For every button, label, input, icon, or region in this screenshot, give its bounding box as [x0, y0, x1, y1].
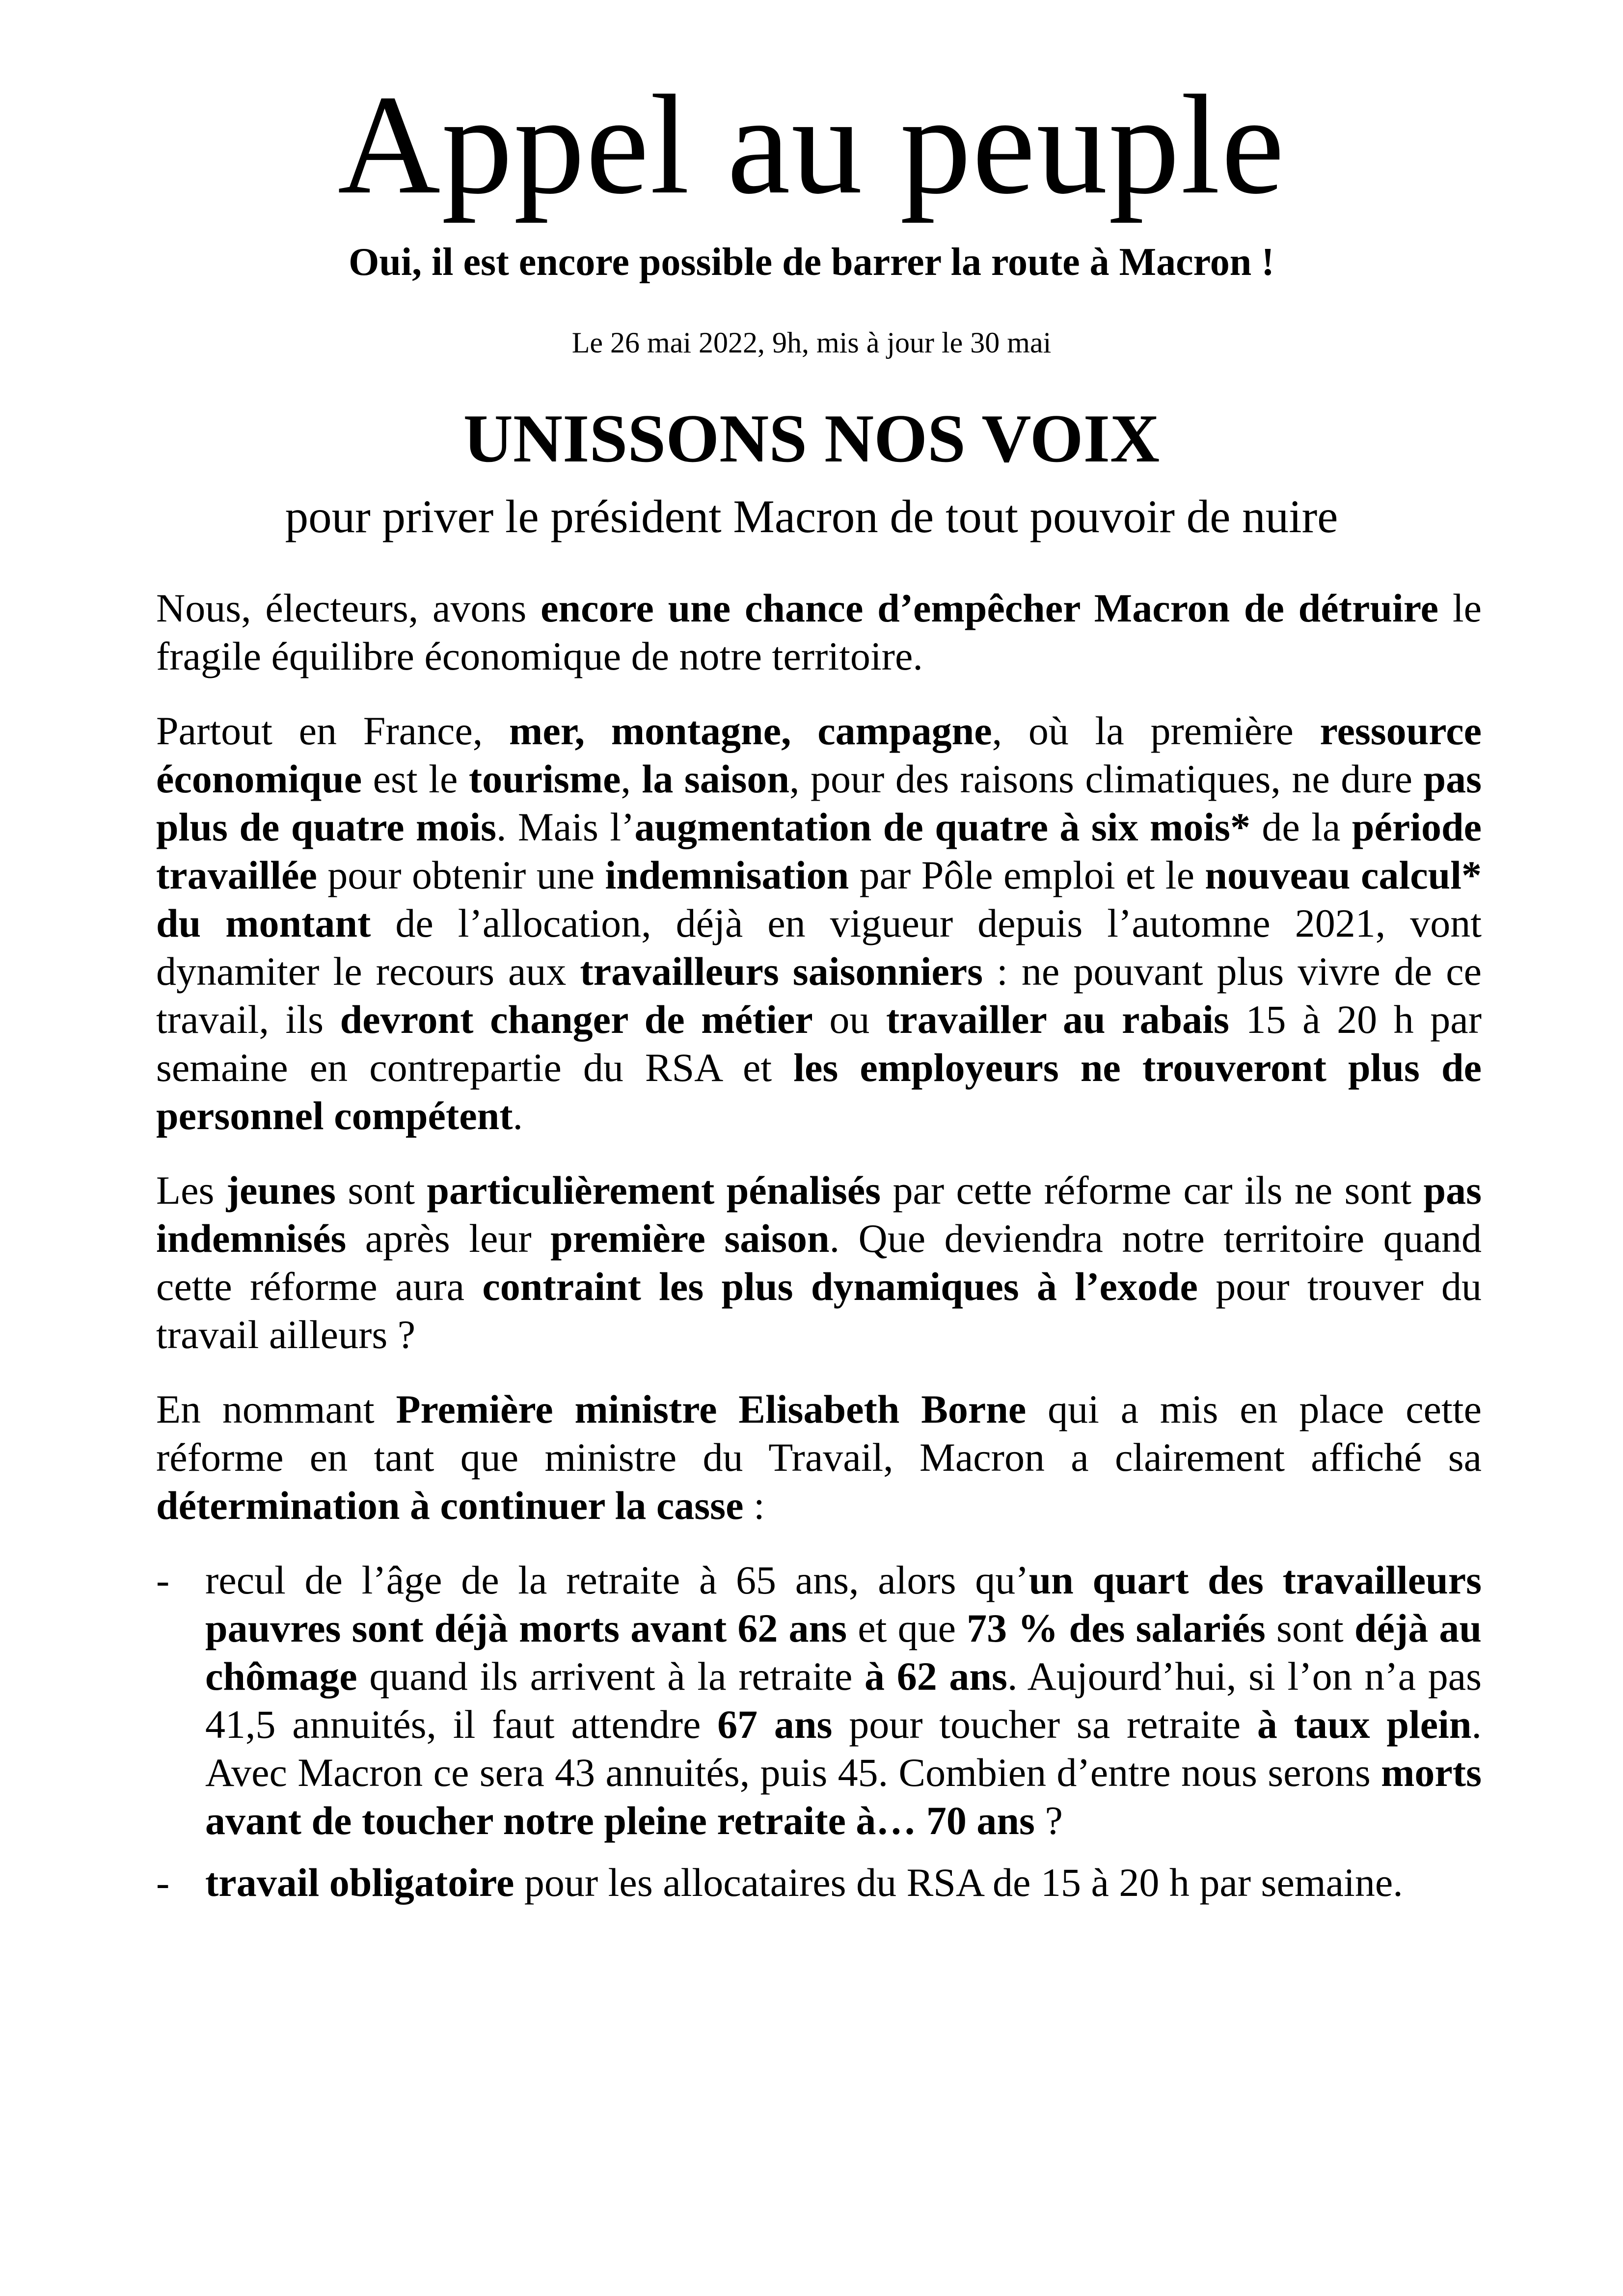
text-run: . Mais l’ [496, 805, 635, 849]
bold-text-run: particulièrement pénalisés [427, 1168, 881, 1213]
bold-text-run: 67 ans [717, 1702, 833, 1747]
bold-text-run: 73 % des salariés [967, 1606, 1266, 1650]
bold-text-run: jeunes [226, 1168, 336, 1213]
text-run: le fragile équilibre économique de notre territoire. [156, 586, 1482, 678]
text-run: Partout en France, [156, 708, 510, 753]
bold-text-run: Première ministre Elisabeth Borne [396, 1387, 1027, 1432]
dateline: Le 26 mai 2022, 9h, mis à jour le 30 mai [571, 326, 1052, 359]
text-run: quand ils arrivent à la retraite [357, 1654, 865, 1699]
text-run: pour les allocataires du RSA de 15 à 20 h par semaine. [514, 1860, 1403, 1905]
text-run: pour toucher sa retraite [832, 1702, 1257, 1747]
list-item [156, 1556, 1482, 1845]
bold-text-run: première saison [550, 1216, 830, 1261]
bold-text-run: un quart des travailleurs pauvres sont déjà morts avant 62 ans [205, 1558, 1482, 1650]
text-run: 15 à 20 h par semaine en contrepartie du RSA et [156, 997, 1482, 1090]
text-run: : [743, 1483, 765, 1528]
text-run: . Avec Macron ce sera 43 annuités, puis 45. Combien d’entre nous serons [205, 1702, 1482, 1795]
bold-text-run: période travaillée [156, 805, 1482, 897]
bold-text-run: morts avant de toucher notre pleine retraite à… 70 ans [205, 1750, 1482, 1843]
bold-text-run: devront changer de métier [340, 997, 813, 1042]
bold-text-run: travailleurs saisonniers [580, 949, 983, 994]
bold-text-run: à taux plein [1257, 1702, 1472, 1747]
bold-text-run: déjà au chômage [205, 1606, 1482, 1699]
bold-text-run: augmentation de quatre à six mois* [634, 805, 1250, 849]
text-run: recul de l’âge de la retraite à 65 ans, alors qu’ [205, 1558, 1029, 1602]
paragraph-4 [156, 1385, 1482, 1530]
bullet-text [205, 1860, 1403, 1905]
bold-text-run: travailler au rabais [886, 997, 1229, 1042]
document-title: Appel au peuple [337, 66, 1286, 223]
text-run: pour trouver du travail ailleurs ? [156, 1264, 1482, 1357]
section-subheading: pour priver le président Macron de tout pouvoir de nuire [285, 490, 1338, 542]
paragraph-2 [156, 707, 1482, 1140]
text-run: Les [156, 1168, 226, 1213]
bold-text-run: travail obligatoire [205, 1860, 514, 1905]
section-heading: UNISSONS NOS VOIX [463, 401, 1160, 477]
bold-text-run: contraint les plus dynamiques à l’exode [482, 1264, 1198, 1309]
body-text [156, 584, 1482, 1920]
text-run: Nous, électeurs, avons [156, 586, 541, 630]
text-run: qui a mis en place cette réforme en tant que ministre du Travail, Macron a clairement affiché sa [156, 1387, 1482, 1480]
text-run: , pour des raisons climatiques, ne dure [789, 756, 1424, 801]
bold-text-run: à 62 ans [865, 1654, 1007, 1699]
bold-text-run: tourisme [468, 756, 621, 801]
bullet-text [205, 1558, 1482, 1843]
bold-text-run: pas indemnisés [156, 1168, 1482, 1261]
bullet-list [156, 1556, 1482, 1907]
bold-text-run: mer, montagne, campagne [509, 708, 992, 753]
text-run: ? [1034, 1798, 1063, 1843]
text-run: . [513, 1093, 523, 1138]
bold-text-run: détermination à continuer la casse [156, 1483, 744, 1528]
bold-text-run: indemnisation [605, 853, 849, 897]
text-run: pour obtenir une [317, 853, 605, 897]
text-run: par Pôle emploi et le [849, 853, 1205, 897]
document-subtitle: Oui, il est encore possible de barrer la route à Macron ! [349, 241, 1274, 284]
paragraph-3 [156, 1166, 1482, 1359]
list-item [156, 1859, 1482, 1907]
text-run: de la [1250, 805, 1352, 849]
bullet-marker: - [156, 1558, 170, 1602]
text-run: après leur [346, 1216, 551, 1261]
text-run: sont [1265, 1606, 1354, 1650]
bold-text-run: ressource économique [156, 708, 1482, 801]
bullet-marker: - [156, 1860, 170, 1905]
bold-text-run: encore une chance d’empêcher Macron de détruire [541, 586, 1439, 630]
text-run: et que [847, 1606, 967, 1650]
text-run: : ne pouvant plus vivre de ce travail, ils [156, 949, 1482, 1042]
paragraph-1 [156, 584, 1482, 680]
text-run: , où la première [992, 708, 1320, 753]
text-run: En nommant [156, 1387, 396, 1432]
bold-text-run: pas plus de quatre mois [156, 756, 1482, 849]
text-run: par cette réforme car ils ne sont [881, 1168, 1424, 1213]
text-run: ou [812, 997, 886, 1042]
bold-text-run: les employeurs ne trouveront plus de personnel compétent [156, 1045, 1482, 1138]
text-run: . Que deviendra notre territoire quand cette réforme aura [156, 1216, 1482, 1309]
bold-text-run: nouveau calcul* du montant [156, 853, 1482, 945]
bold-text-run: la saison [642, 756, 790, 801]
text-run: de l’allocation, déjà en vigueur depuis l’automne 2021, vont dynamiter le recours aux [156, 901, 1482, 994]
text-run: , [621, 756, 642, 801]
text-run: est le [362, 756, 469, 801]
text-run: . Aujourd’hui, si l’on n’a pas 41,5 annuités, il faut attendre [205, 1654, 1482, 1747]
text-run: sont [335, 1168, 427, 1213]
